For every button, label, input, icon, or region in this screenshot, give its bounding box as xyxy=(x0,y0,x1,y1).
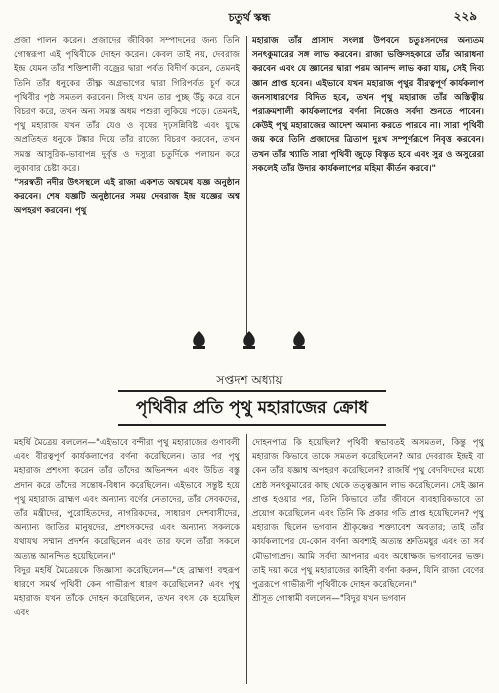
ornament-icon xyxy=(290,330,308,350)
page-number: ২২৯ xyxy=(453,9,477,23)
ornament-icon xyxy=(240,330,258,350)
paragraph: মহারাজ তাঁর প্রাসাদ সংলগ্ন উপবনে চতুঃসনদের অন্যতম সনৎকুমারের সঙ্গ লাভ করবেন। রাজা ভক্তিসহকারে তাঁর আরাধনা করবেন এবং যে জ্ঞানের দ্বারা পরম আনন্দ লাভ করা যায়, সেই দিব্য জ্ঞান প্রাপ্ত হবেন। এইভাবে যখন মহারাজ পৃথুর বীরত্বপূর্ণ কার্যকলাপ জনসাধারণের বিদিত হবে, তখন পৃথু মহারাজ তাঁর অস্তিত্বীয় পরাক্রমশালী কার্যকলাপের বর্ণনা নিজেও সর্বদা শুনতে পাবেন। কেউই পৃথু মহারাজের আদেশ অমান্য করতে পারবে না। সারা পৃথিবী জয় করে তিনি প্রজাদের ত্রিতাপ দুঃখ সম্পূর্ণরূপে নিবৃত্ত করবেন। তখন তাঁর খ্যাতি সারা পৃথিবী জুড়ে বিস্তৃত হবে এবং সুর ও অসুরেরা সকলেই তাঁর উদার কার্যকলাপের মহিমা কীর্তন করবে।" xyxy=(252,36,484,174)
running-head: চতুর্থ স্কন্ধ xyxy=(228,11,271,24)
ornament-row xyxy=(0,330,499,352)
page-header xyxy=(14,8,485,28)
bottom-left-column xyxy=(14,436,240,688)
top-left-column xyxy=(14,34,240,334)
chapter-title: পৃথিবীর প্রতি পৃথু মহারাজের ক্রোধ xyxy=(118,390,386,426)
column-divider xyxy=(246,434,247,684)
chapter-number: সপ্তদশ অধ্যায় xyxy=(216,373,283,387)
paragraph: বিদুর মহর্ষি মৈত্রেয়কে জিজ্ঞাসা করেছিলেন—"হে ব্রাহ্মণ! বহুরূপ ধারণে সমর্থ পৃথিবী কেন গাভীরূপ ধারণ করেছিলেন? এবং পৃথু মহারাজ যখন তাঁকে দোহন করেছিলেন, তখন বৎস কে হয়েছিল এবং xyxy=(14,565,240,619)
paragraph: "সরস্বতী নদীর উৎসস্থলে এই রাজা একশত অশ্বমেধ যজ্ঞ অনুষ্ঠান করবেন। শেষ যজ্ঞটি অনুষ্ঠানের সময় দেবরাজ ইন্দ্র যজ্ঞের অশ্ব অপহরণ করবেন। পৃথু xyxy=(14,178,240,217)
bottom-right-column xyxy=(252,436,484,688)
column-divider xyxy=(246,36,247,334)
paragraph: প্রজা পালন করেন। প্রজাদের জীবিকা সম্পাদনের জন্য তিনি গোস্বরূপা এই পৃথিবীকে দোহন করেন। কেবল তাই নয়, দেবরাজ ইন্দ্র যেমন তাঁর শক্তিশালী বজ্রের দ্বারা পর্বত বিদীর্ণ করেন, তেমনই তিনি তাঁর ধনুকের তীক্ষ্ণ অগ্রভাগের দ্বারা গিরিপর্বত চূর্ণ করে পৃথিবীর পৃষ্ঠ সমতল করবেন। সিংহ যখন তার পুচ্ছ উঁচু করে বনে বিচরণ করে, তখন অন্য সমস্ত অধম পশুরা লুকিয়ে পড়ে। তেমনই, পৃথু মহারাজ যখন তাঁর যেও ও বৃষের দৃঢ়সন্নিবিষ্ট এবং যুদ্ধে অপ্রতিহত ধনুকে টঙ্কার দিয়ে তাঁর রাজ্যে বিচরণ করবেন, তখন সমস্ত আসুরিক-ভাবাপন্ন দুর্বৃত্ত ও দস্যুরা চতুর্দিকে পলায়ন করে লুকাবার চেষ্টা করে। xyxy=(14,36,240,174)
paragraph: মহর্ষি মৈত্রেয় বললেন—"এইভাবে বন্দীরা পৃথু মহারাজের গুণাবলী এবং বীরত্বপূর্ণ কার্যকলাপের বর্ণনা করেছিলেন। তার পর পৃথু মহারাজ প্রশংসা করেন তাঁর তাঁদের অভিনন্দন এবং উচিত বস্তু প্রদান করে তাঁদের সন্তোষ-বিধান করেছিলেন। এইভাবে সন্তুষ্ট হয়ে পৃথু মহারাজ ব্রাহ্মণ এবং অন্যান্য বর্ণের নেতাদের, তাঁর সেবকদের, তাঁর মন্ত্রীদের, পুরোহিতদের, নাগরিকদের, সাধারণ দেশবাসীদের, অন্যান্য জাতির মানুষদের, প্রশংসকদের এবং অন্যান্য সকলকে যথাযথ সম্মান প্রদর্শন করেছিলেন এবং তার ফলে তাঁরা সকলে অত্যন্ত আনন্দিত হয়েছিলেন।" xyxy=(14,438,240,562)
top-right-column xyxy=(252,34,484,290)
paragraph: শ্রীসূত গোস্বামী বললেন—"বিদুর যখন ভগবান xyxy=(252,594,406,605)
ornament-icon xyxy=(190,330,208,350)
paragraph: দোহনপাত্র কি হয়েছিল? পৃথিবী স্বভাবতই অসমতল, কিন্তু পৃথু মহারাজ কিভাবে তাকে সমতল করেছিলেন? আর দেবরাজ ইন্দ্রই বা কেন তাঁর যজ্ঞাশ্ব অপহরণ করেছিলেন? রাজর্ষি পৃথু বেদবিদদের মধ্যে শ্রেষ্ঠ সনৎকুমারের কাছ থেকে তত্ত্বজ্ঞান লাভ করেছিলেন। সেই জ্ঞান প্রাপ্ত হওয়ার পর, তিনি কিভাবে তাঁর জীবনে ব্যবহারিকভাবে তা প্রয়োগ করেছিলেন এবং তিনি কি প্রকার গতি প্রাপ্ত হয়েছিলেন? পৃথু মহারাজ ছিলেন ভগবান শ্রীকৃষ্ণের শক্ত্যাবেশ অবতার; তাই তাঁর কার্যকলাপের যে-কোন বর্ণনা অবশ্যই অত্যন্ত শ্রুতিমধুর এবং তা সর্ব মৌভাগ্যপ্রদ। আমি সর্বদা আপনার এবং অধোক্ষজ ভগবানের ভক্ত। তাই দয়া করে পৃথু মহারাজের কাহিনী বর্ণনা করুন, যিনি রাজা বেণের পুত্ররূপে গাভীরূপী পৃথিবীকে দোহন করেছিলেন।" xyxy=(252,438,484,591)
